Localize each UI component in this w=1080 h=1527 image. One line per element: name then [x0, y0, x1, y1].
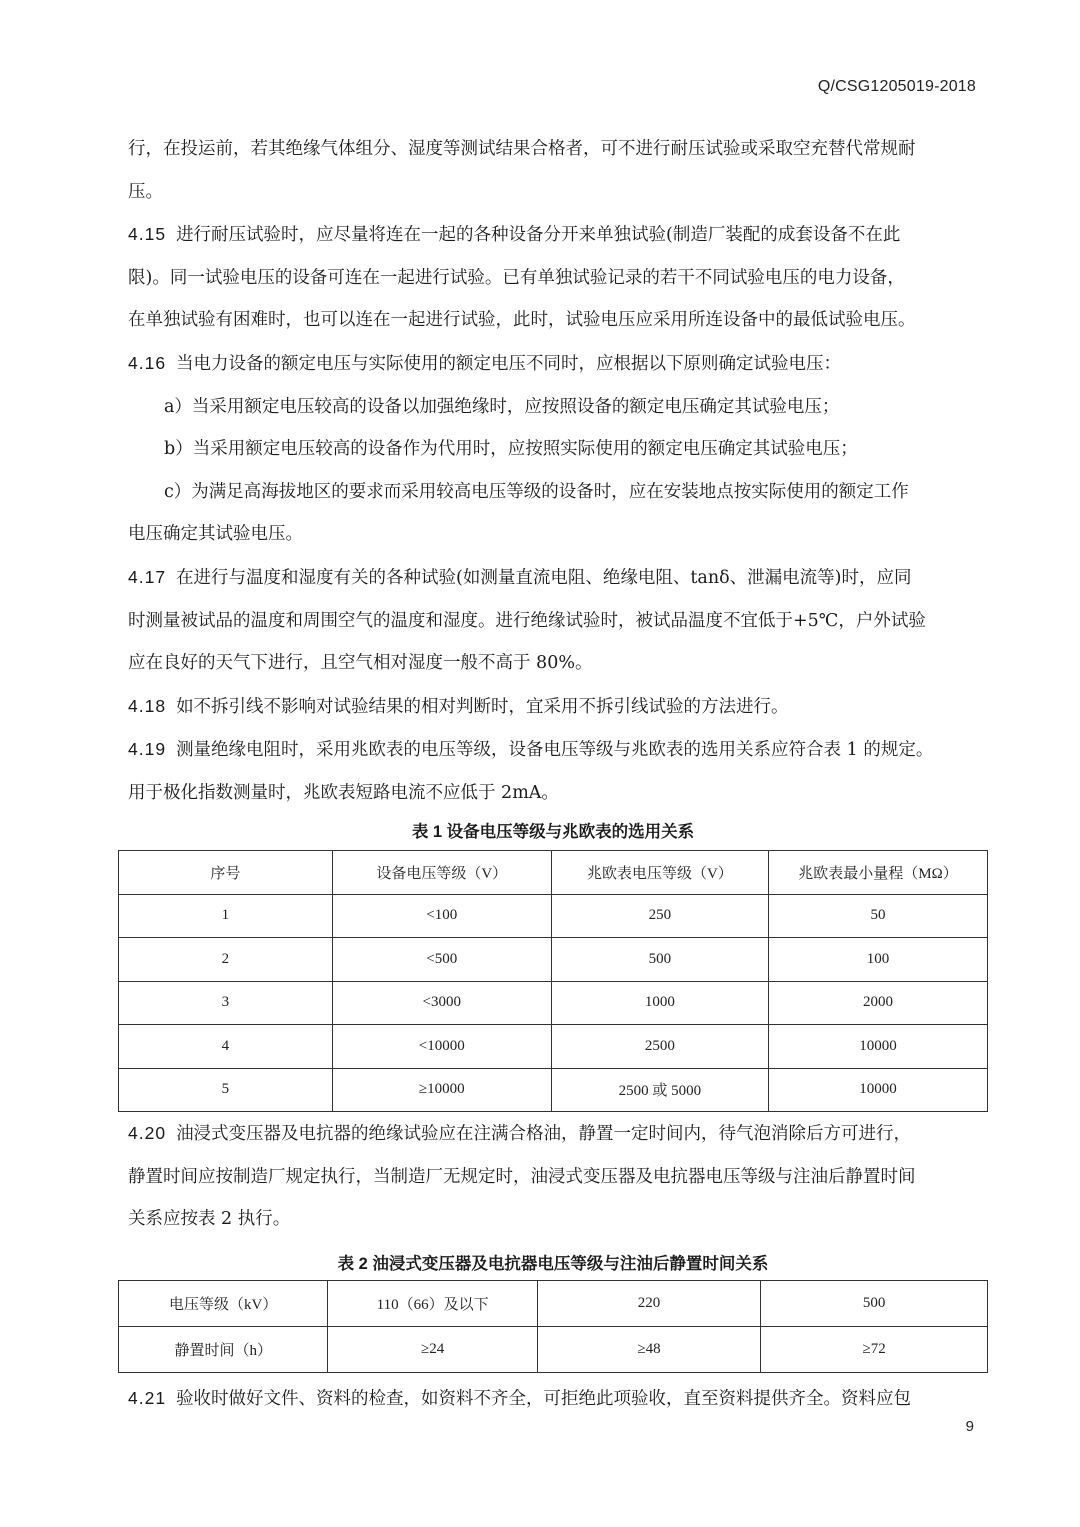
text-line: 在单独试验有困难时，也可以连在一起进行试验，此时，试验电压应采用所连设备中的最低试验电压。: [128, 310, 916, 331]
clause-number: 4.21: [128, 1388, 167, 1408]
text-line: 验收时做好文件、资料的检查，如资料不齐全，可拒绝此项验收，直至资料提供齐全。资料应包: [176, 1389, 912, 1409]
clause-4-21: [128, 1377, 980, 1421]
table-header-row: [119, 851, 988, 895]
clause-4-20: [128, 1112, 980, 1156]
table-cell: 500: [551, 938, 768, 982]
table-row: [119, 1327, 988, 1373]
body-text-middle: [128, 1112, 980, 1241]
table-cell: 100: [769, 938, 988, 982]
table-cell: ≥10000: [332, 1068, 551, 1112]
table-cell: 电压等级（kV）: [119, 1281, 328, 1327]
table-cell: 110（66）及以下: [328, 1281, 537, 1327]
table-cell: 500: [761, 1281, 988, 1327]
clause-number: 4.17: [128, 566, 167, 587]
list-item-b: b）当采用额定电压较高的设备作为代用时，应按照实际使用的额定电压确定其试验电压；: [164, 439, 858, 460]
table-row: [119, 894, 988, 938]
clause-number: 4.18: [128, 695, 167, 716]
table-row: [119, 1068, 988, 1112]
text-line: 如不拆引线不影响对试验结果的相对判断时，宜采用不拆引线试验的方法进行。: [176, 696, 789, 717]
table-cell: 静置时间（h）: [119, 1327, 328, 1373]
body-text-top: [128, 128, 980, 815]
clause-number: 4.19: [128, 739, 167, 760]
table-cell: 2: [119, 938, 333, 982]
table-cell: 10000: [769, 1068, 988, 1112]
table-2-title: 表 2 油浸式变压器及电抗器电压等级与注油后静置时间关系: [337, 1255, 769, 1273]
table-row: [119, 938, 988, 982]
table-cell: <100: [332, 894, 551, 938]
body-text-bottom: [128, 1377, 980, 1421]
table-cell: 220: [537, 1281, 760, 1327]
clause-number: 4.20: [128, 1123, 167, 1143]
text-line: 关系应按表 2 执行。: [128, 1209, 291, 1230]
clause-4-17: [128, 556, 980, 600]
table-cell: 10000: [769, 1025, 988, 1069]
clause-number: 4.16: [128, 352, 167, 373]
document-code: Q/CSG1205019-2018: [817, 78, 976, 95]
table-cell: 5: [119, 1068, 333, 1112]
table-cell: 4: [119, 1025, 333, 1069]
text-line: 油浸式变压器及电抗器的绝缘试验应在注满合格油，静置一定时间内，待气泡消除后方可进行，: [176, 1124, 912, 1144]
clause-4-18: [128, 685, 980, 729]
text-line: 用于极化指数测量时，兆欧表短路电流不应低于 2mA。: [128, 782, 559, 803]
table-cell: 2500: [551, 1025, 768, 1069]
text-line: 应在良好的天气下进行，且空气相对湿度一般不高于 80%。: [128, 653, 593, 674]
table-header-cell: 序号: [119, 851, 333, 895]
text-line: 当电力设备的额定电压与实际使用的额定电压不同时，应根据以下原则确定试验电压：: [176, 353, 842, 374]
list-item-c: c）为满足高海拔地区的要求而采用较高电压等级的设备时，应在安装地点按实际使用的额定工作: [164, 481, 909, 502]
text-line: 测量绝缘电阻时，采用兆欧表的电压等级，设备电压等级与兆欧表的选用关系应符合表 1 的规定。: [176, 740, 934, 761]
table-cell: <10000: [332, 1025, 551, 1069]
table-cell: 1000: [551, 981, 768, 1025]
table-cell: <500: [332, 938, 551, 982]
clause-4-15: [128, 213, 980, 257]
table-cell: ≥72: [761, 1327, 988, 1373]
table-1-title: 表 1 设备电压等级与兆欧表的选用关系: [411, 823, 695, 841]
text-line: 进行耐压试验时，应尽量将连在一起的各种设备分开来单独试验(制造厂装配的成套设备不在此: [176, 225, 901, 246]
clause-4-19: [128, 728, 980, 772]
text-line: 时测量被试品的温度和周围空气的温度和湿度。进行绝缘试验时，被试品温度不宜低于+5℃，户外试验: [128, 610, 926, 631]
page-number: 9: [965, 1418, 974, 1435]
table-cell: 1: [119, 894, 333, 938]
text-line: 静置时间应按制造厂规定执行，当制造厂无规定时，油浸式变压器及电抗器电压等级与注油后静置时间: [128, 1166, 916, 1187]
table-cell: <3000: [332, 981, 551, 1025]
table-row: [119, 981, 988, 1025]
table-cell: 50: [769, 894, 988, 938]
table-header-cell: 兆欧表电压等级（V）: [551, 851, 768, 895]
table-cell: 2000: [769, 981, 988, 1025]
table-header-cell: 设备电压等级（V）: [332, 851, 551, 895]
table-cell: 3: [119, 981, 333, 1025]
table-cell: ≥48: [537, 1327, 760, 1373]
text-line: 在进行与温度和湿度有关的各种试验(如测量直流电阻、绝缘电阻、tanδ、泄漏电流等)时，应同: [176, 567, 912, 588]
list-item-a: a）当采用额定电压较高的设备以加强绝缘时，应按照设备的额定电压确定其试验电压；: [164, 396, 840, 417]
table-cell: 2500 或 5000: [551, 1068, 768, 1112]
table-cell: 250: [551, 894, 768, 938]
text-line: 限)。同一试验电压的设备可连在一起进行试验。已有单独试验记录的若干不同试验电压的电力设备，: [128, 267, 905, 288]
text-line: 行，在投运前，若其绝缘气体组分、湿度等测试结果合格者，可不进行耐压试验或采取空充替代常规耐: [128, 139, 916, 159]
clause-number: 4.15: [128, 224, 167, 245]
table-row: [119, 1025, 988, 1069]
table-header-cell: 兆欧表最小量程（MΩ）: [769, 851, 988, 895]
clause-4-16: [128, 342, 980, 386]
table-1: [118, 850, 988, 1112]
text-line: 电压确定其试验电压。: [128, 524, 303, 545]
text-line: 压。: [128, 181, 163, 202]
table-row: [119, 1281, 988, 1327]
table-2: [118, 1280, 988, 1373]
table-cell: ≥24: [328, 1327, 537, 1373]
